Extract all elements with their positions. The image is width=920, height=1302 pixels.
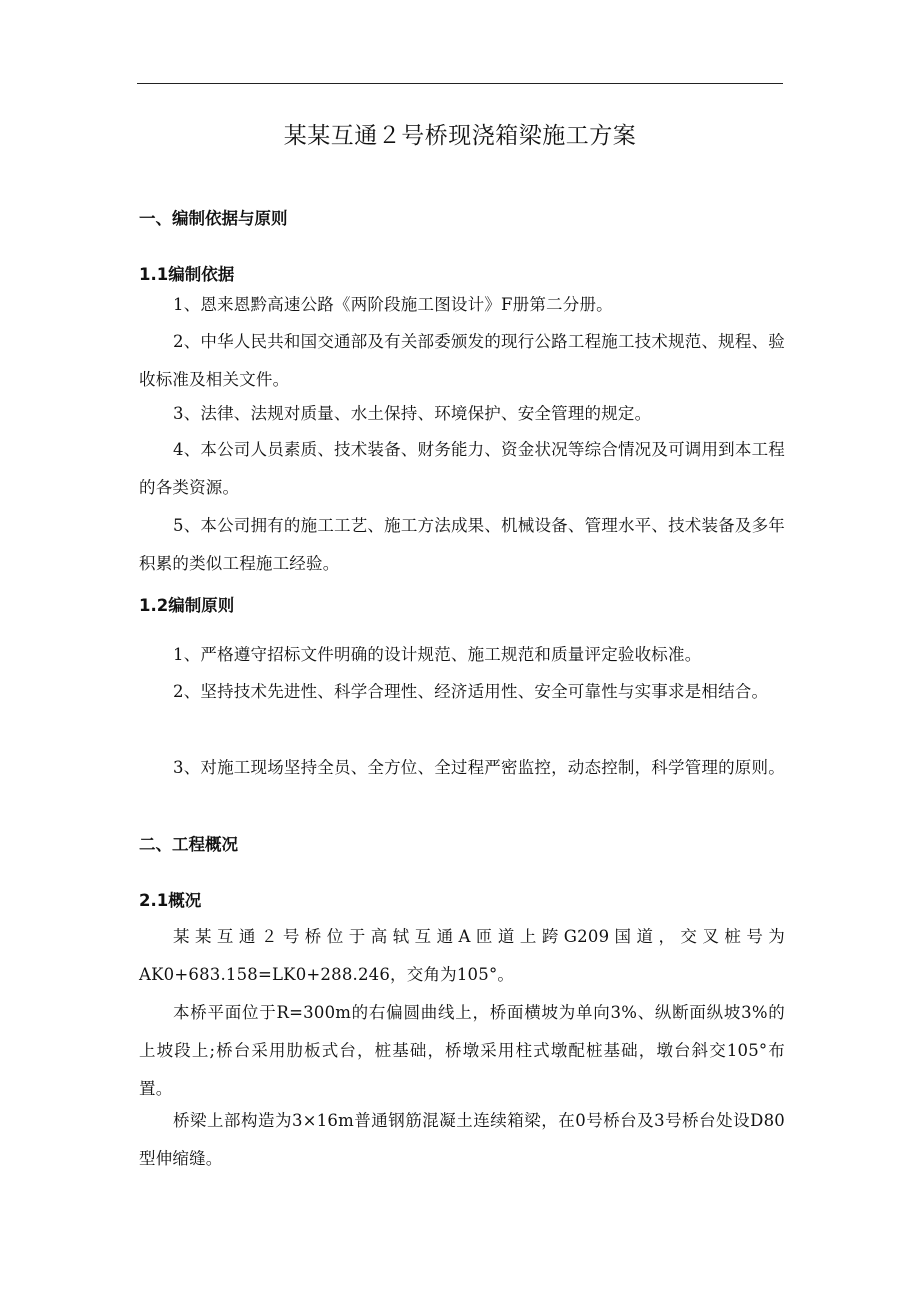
section-heading-2: 二、工程概况 — [139, 835, 238, 854]
paragraph: 3、法律、法规对质量、水土保持、环境保护、安全管理的规定。 — [173, 404, 652, 423]
paragraph: 3、对施工现场坚持全员、全方位、全过程严密监控，动态控制，科学管理的原则。 — [173, 758, 785, 777]
subsection-heading-2-1: 2.1概况 — [139, 891, 202, 910]
paragraph: 5、本公司拥有的施工工艺、施工方法成果、机械设备、管理水平、技术装备及多年积累的类似工程施工经验。 — [139, 516, 785, 573]
subsection-heading-1-2: 1.2编制原则 — [139, 596, 235, 615]
paragraph: 2、坚持技术先进性、科学合理性、经济适用性、安全可靠性与实事求是相结合。 — [173, 682, 769, 701]
paragraph: 1、恩来恩黔高速公路《两阶段施工图设计》F册第二分册。 — [173, 295, 613, 314]
paragraph: 某某互通２号桥位于高轼互通A匝道上跨G209国道，交叉桩号为AK0+683.158=LK0+288.246，交角为105°。 — [139, 927, 785, 984]
paragraph: 4、本公司人员素质、技术装备、财务能力、资金状况等综合情况及可调用到本工程的各类资源。 — [139, 440, 785, 497]
paragraph: 2、中华人民共和国交通部及有关部委颁发的现行公路工程施工技术规范、规程、验收标准及相关文件。 — [139, 332, 785, 389]
document-title: 某某互通２号桥现浇箱梁施工方案 — [283, 123, 637, 149]
paragraph: 桥梁上部构造为3×16m普通钢筋混凝土连续箱梁，在0号桥台及3号桥台处设D80型伸缩缝。 — [139, 1111, 785, 1168]
section-heading-1: 一、编制依据与原则 — [139, 209, 288, 228]
paragraph: 1、严格遵守招标文件明确的设计规范、施工规范和质量评定验收标准。 — [173, 645, 702, 664]
paragraph: 本桥平面位于R=300m的右偏圆曲线上，桥面横坡为单向3%、纵断面纵坡3%的上坡段上;桥台采用肋板式台，桩基础，桥墩采用柱式墩配桩基础，墩台斜交105°布置。 — [139, 1003, 785, 1098]
header-rule — [137, 83, 783, 84]
subsection-heading-1-1: 1.1编制依据 — [139, 265, 235, 284]
